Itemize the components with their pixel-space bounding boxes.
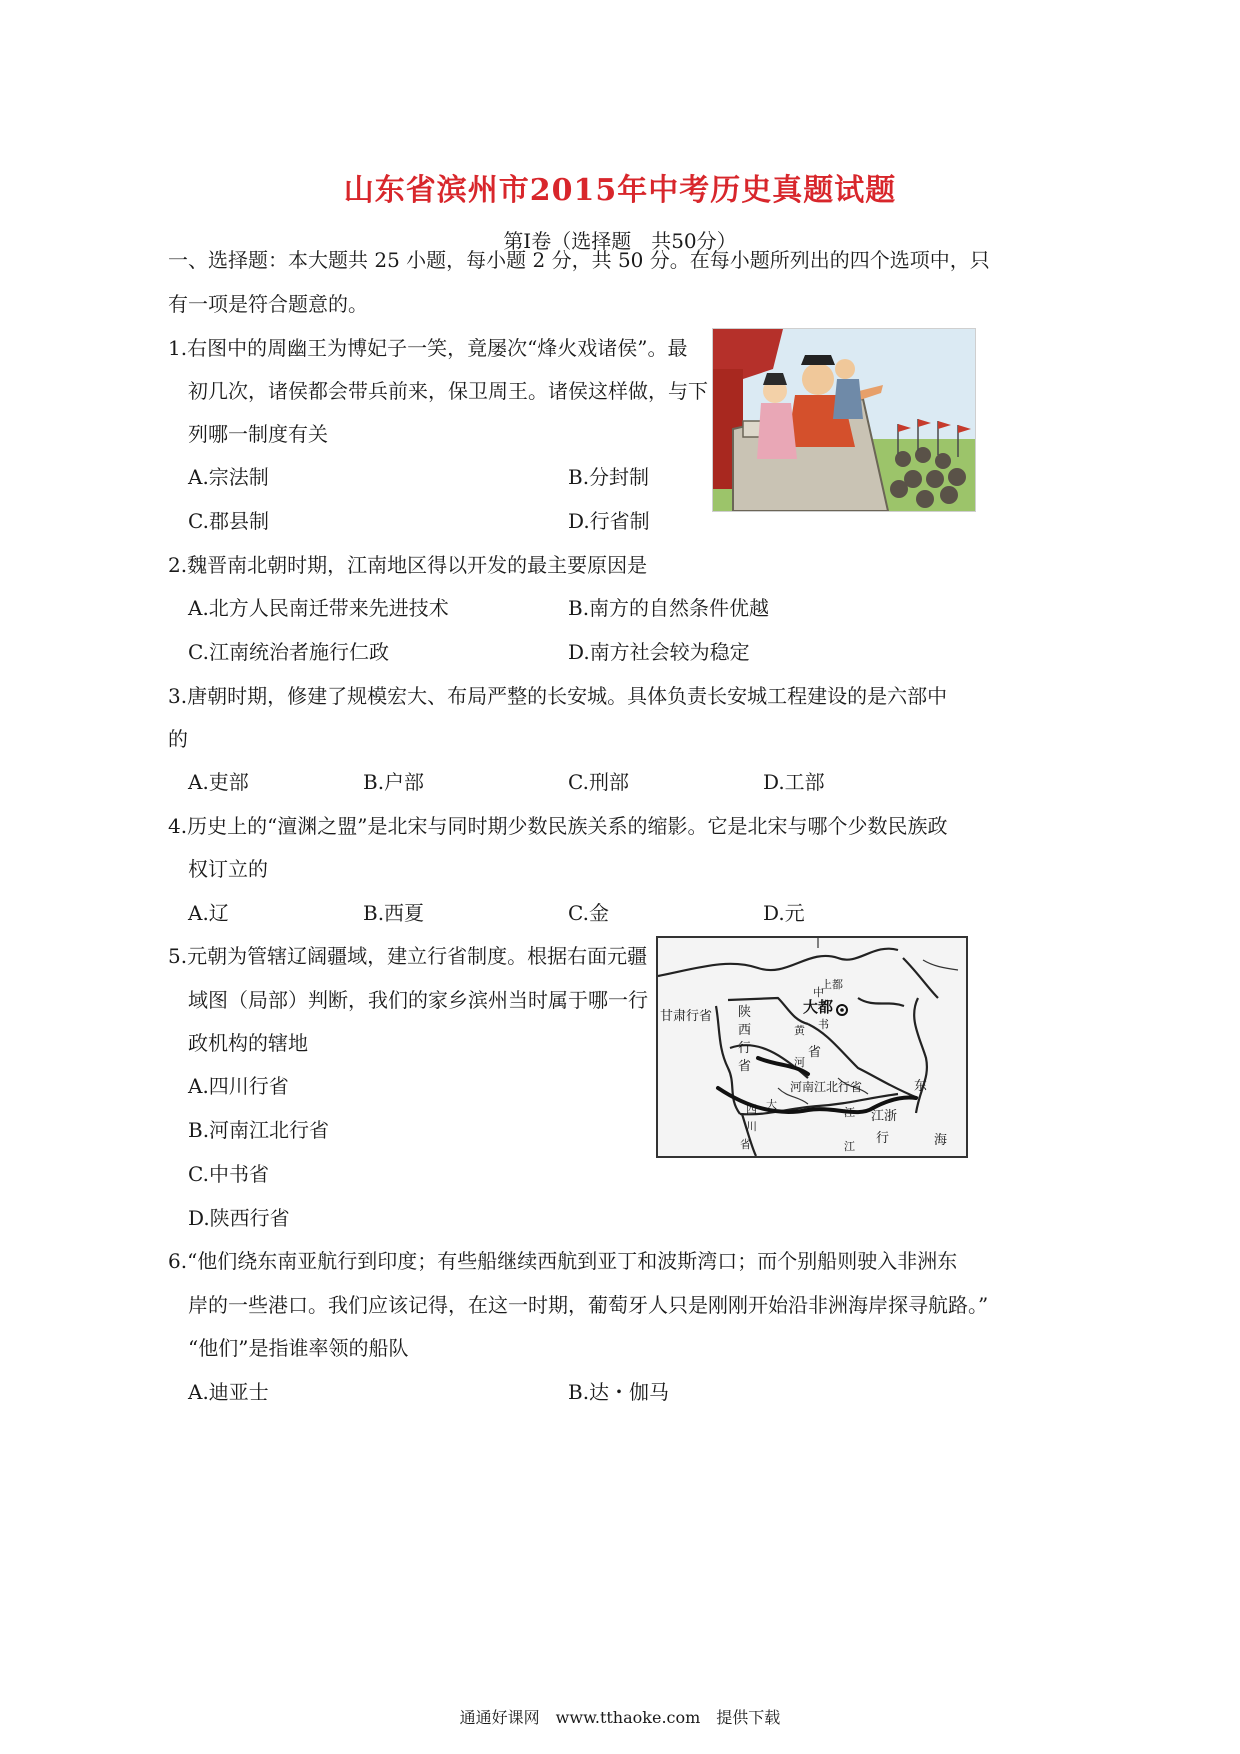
q2-option-c: C.江南统治者施行仁政 [188, 640, 389, 664]
map-label-dong: 东 [914, 1079, 928, 1094]
page-footer: 通通好课网 www.tthaoke.com 提供下载 [459, 1708, 781, 1727]
q3-option-d: D.工部 [763, 770, 825, 794]
map-label-shaan: 陕 [738, 1005, 752, 1020]
q1-stem-line-1: 1.右图中的周幽王为博妃子一笑，竟屡次“烽火戏诸侯”。最 [168, 336, 688, 360]
q4-option-a: A.辽 [188, 901, 229, 925]
map-label-gansu: 甘肃行省 [660, 1009, 713, 1024]
q6-stem-line-1: 6.“他们绕东南亚航行到印度；有些船继续西航到亚丁和波斯湾口；而个别船则驶入非洲东 [168, 1249, 958, 1273]
illustration-graphic [713, 329, 975, 511]
q4-option-c: C.金 [568, 901, 609, 925]
q3-stem-line-1: 3.唐朝时期，修建了规模宏大、布局严整的长安城。具体负责长安城工程建设的是六部中 [168, 684, 948, 708]
beacon-fire-illustration [712, 328, 976, 512]
q2-option-a: A.北方人民南迁带来先进技术 [188, 596, 449, 620]
map-graphic [658, 938, 966, 1156]
map-label-jiangzhe: 江浙 [871, 1109, 898, 1124]
q4-stem-line-1: 4.历史上的“澶渊之盟”是北宋与同时期少数民族关系的缩影。它是北宋与哪个少数民族政 [168, 814, 948, 838]
map-label-jiangzhe-xing: 行 [876, 1131, 890, 1146]
q2-option-d: D.南方社会较为稳定 [568, 640, 750, 664]
q6-option-b: B.达・伽马 [568, 1380, 670, 1404]
q6-option-a: A.迪亚士 [188, 1380, 269, 1404]
q1-stem-line-2: 初几次，诸侯都会带兵前来，保卫周王。诸侯这样做，与下 [188, 379, 708, 403]
q4-option-b: B.西夏 [363, 901, 425, 925]
map-label-hai: 海 [934, 1133, 948, 1148]
q5-stem-line-3: 政机构的辖地 [188, 1031, 308, 1055]
q4-option-d: D.元 [763, 901, 805, 925]
map-label-jiang: 江 [844, 1106, 855, 1119]
q3-stem-line-2: 的 [168, 727, 188, 751]
map-label-da: 大 [766, 1098, 777, 1111]
q6-stem-line-3: “他们”是指谁率领的船队 [188, 1336, 409, 1360]
q1-option-d: D.行省制 [568, 509, 650, 533]
map-label-jiang-2: 江 [844, 1140, 855, 1153]
instructions-line-2: 有一项是符合题意的。 [168, 292, 368, 316]
q4-stem-line-2: 权订立的 [188, 857, 268, 881]
map-label-dadu: 大都 [803, 998, 834, 1016]
map-label-zhongshu-sheng: 省 [808, 1045, 822, 1060]
q1-stem-line-3: 列哪一制度有关 [188, 422, 328, 446]
map-label-si: 四 [746, 1103, 757, 1116]
map-label-he: 河 [794, 1056, 805, 1069]
q6-stem-line-2: 岸的一些港口。我们应该记得，在这一时期，葡萄牙人只是刚刚开始沿非洲海岸探寻航路。” [188, 1293, 989, 1317]
map-label-chuan: 川 [746, 1120, 757, 1133]
q5-option-d: D.陕西行省 [188, 1206, 290, 1230]
q5-stem-line-1: 5.元朝为管辖辽阔疆域，建立行省制度。根据右面元疆 [168, 944, 648, 968]
q3-option-a: A.吏部 [188, 770, 249, 794]
map-label-xi: 西 [738, 1023, 752, 1038]
yuan-territory-map [656, 936, 968, 1158]
q5-stem-line-2: 域图（局部）判断，我们的家乡滨州当时属于哪一行 [188, 988, 648, 1012]
q2-stem-line-1: 2.魏晋南北朝时期，江南地区得以开发的最主要原因是 [168, 553, 648, 577]
instructions-line-1: 一、选择题：本大题共 25 小题，每小题 2 分，共 50 分。在每小题所列出的四个选项中，只 [168, 248, 990, 272]
q1-option-c: C.郡县制 [188, 509, 269, 533]
map-label-sichuan-sheng: 省 [740, 1138, 751, 1151]
q3-option-b: B.户部 [363, 770, 425, 794]
q1-option-b: B.分封制 [568, 465, 650, 489]
map-label-xing: 行 [738, 1041, 752, 1056]
map-label-shu: 书 [818, 1018, 829, 1031]
q1-option-a: A.宗法制 [188, 465, 269, 489]
map-label-zhong: 中 [813, 986, 824, 999]
q5-option-c: C.中书省 [188, 1162, 269, 1186]
section-subtitle: 第Ⅰ卷（选择题 共50分） [503, 229, 737, 253]
q3-option-c: C.刑部 [568, 770, 629, 794]
map-label-sheng: 省 [738, 1059, 752, 1074]
q5-option-b: B.河南江北行省 [188, 1118, 330, 1142]
q2-option-b: B.南方的自然条件优越 [568, 596, 770, 620]
map-label-shangdu: 上都 [821, 978, 843, 991]
q5-option-a: A.四川行省 [188, 1074, 289, 1098]
map-label-huang: 黄 [794, 1024, 805, 1037]
map-label-henan: 河南江北行省 [790, 1080, 863, 1094]
page-title: 山东省滨州市2015年中考历史真题试题 [343, 173, 897, 208]
